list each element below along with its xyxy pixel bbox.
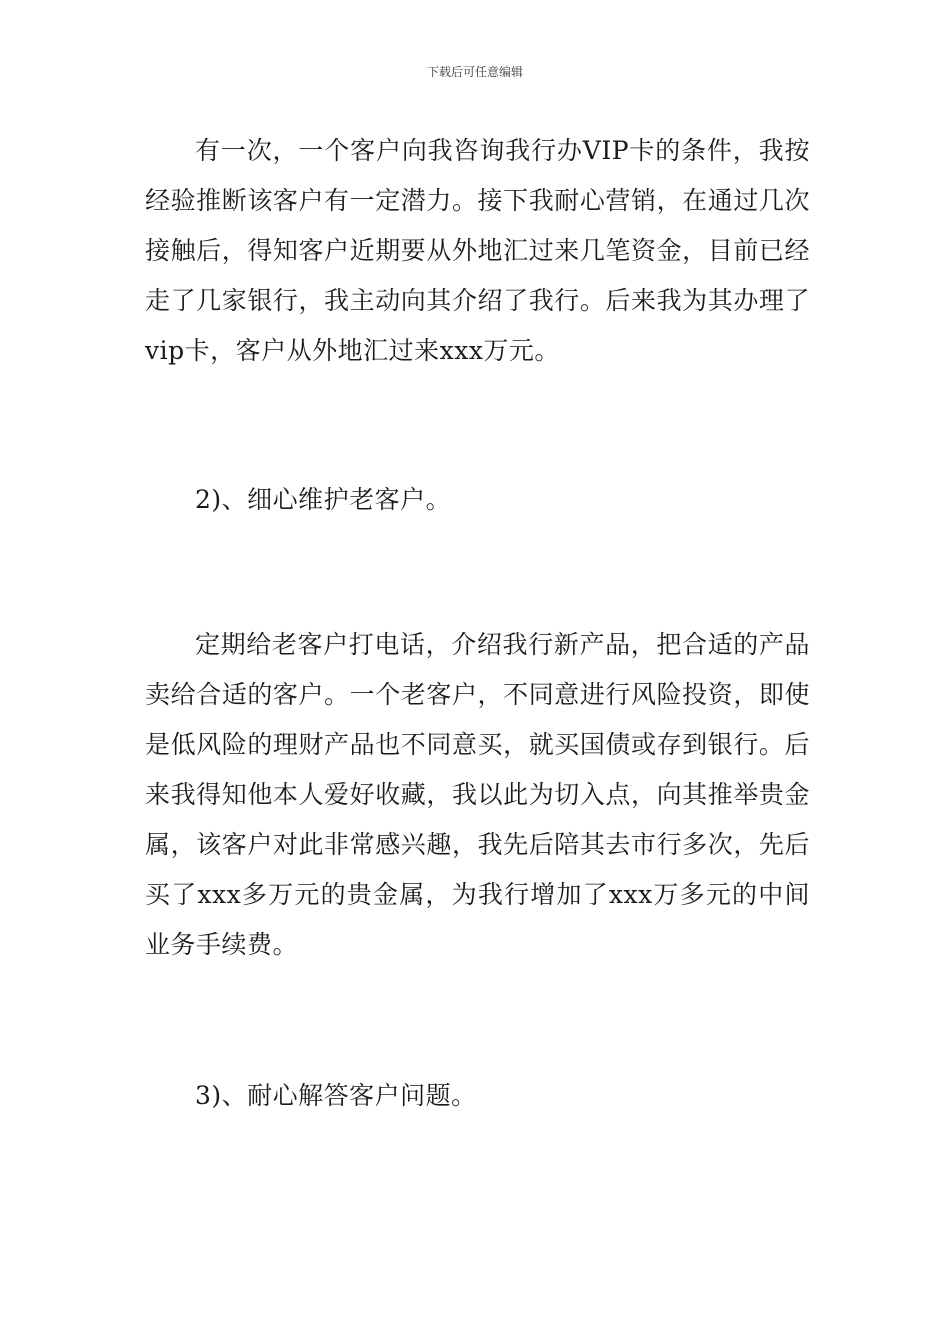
paragraph-vip-card-story: 有一次，一个客户向我咨询我行办VIP卡的条件，我按经验推断该客户有一定潜力。接下我耐心营销，在通过几次接触后，得知客户近期要从外地汇过来几笔资金，目前已经走了几家银行，我主动向其介绍了我行。后来我为其办理了vip卡，客户从外地汇过来xxx万元。 [145, 136, 810, 365]
section-heading-maintain-old-customers: 2)、细心维护老客户。 [195, 485, 452, 514]
section-heading-answer-questions: 3)、耐心解答客户问题。 [195, 1081, 477, 1110]
paragraph-old-customer-story: 定期给老客户打电话，介绍我行新产品，把合适的产品卖给合适的客户。一个老客户，不同意进行风险投资，即使是低风险的理财产品也不同意买，就买国债或存到银行。后来我得知他本人爱好收藏，我以此为切入点，向其推举贵金属，该客户对此非常感兴趣，我先后陪其去市行多次，先后买了xxx多万元的贵金属，为我行增加了xxx万多元的中间业务手续费。 [145, 630, 810, 959]
page-header: 下载后可任意编辑 [426, 65, 523, 79]
